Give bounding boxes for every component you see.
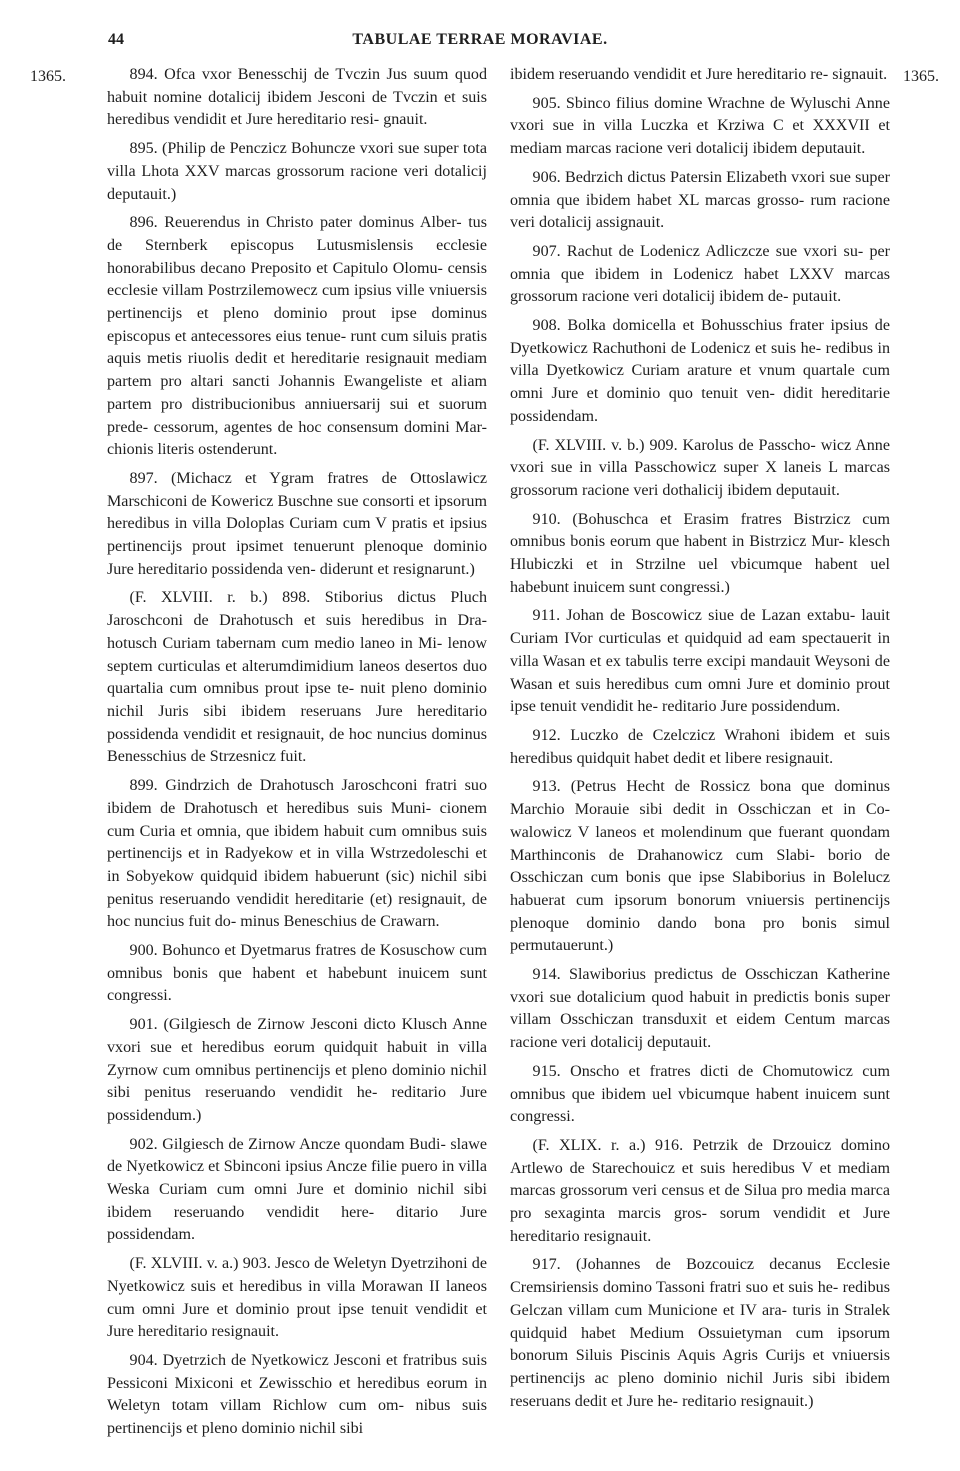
entry-line: super omnia que ibidem habet XL marcas grosso- <box>510 168 890 209</box>
year-marker-left: 1365. <box>30 68 66 85</box>
running-title: TABULAE TERRAE MORAVIAE. <box>352 31 608 48</box>
entry-line: in villa Zyrnow cum omnibus pertinencijs et pleno <box>107 1038 487 1079</box>
entry-line: hereditarie resignauit mediam partem pro altari <box>107 350 488 391</box>
entry-line: hereditarie (et) resignauit, de hoc nuncius fuit do- <box>107 890 487 931</box>
entry-line: quondam Marthinconis de Drahanowicz cum Slabi- <box>510 823 890 864</box>
entry-line: 917. (Johannes de Bozcouicz decanus Ecclesie <box>532 1256 890 1274</box>
entry-paragraph <box>107 138 487 206</box>
entry-line: spectauerit in villa Wasan et ex tabulis terre excipi <box>510 630 891 670</box>
entry-line: sancti Johannis Ewangeliste et aliam partem pro <box>107 373 487 413</box>
entry-line: pertinencijs plenoque dominio dando bona pro bonis <box>510 891 890 932</box>
entry-line: chionis literis ostenderunt. <box>107 441 278 459</box>
entry-line: puero in villa Weska Curiam cum omni Jure et <box>107 1158 488 1199</box>
entry-line: Morawan II laneos cum omni Jure et dominio prout <box>107 1277 487 1318</box>
entry-line: laneis L marcas grossorum racione veri dothalicij <box>510 459 891 499</box>
entry-line: ipsorum heredibus in villa Doloplas Curiam cum V <box>107 492 487 533</box>
entry-line: vxori sue dotalicium quod habuit in predictis bonis <box>510 988 850 1006</box>
entry-line: dominio nichil sibi penitus reseruando vendidit he- <box>107 1061 487 1102</box>
entry-line: 895. (Philip de Penczicz Bohuncze vxori sue super <box>129 140 459 158</box>
entry-paragraph <box>510 93 890 161</box>
entry-line: 907. Rachut de Lodenicz Adliczcze sue vxori su- <box>532 242 864 260</box>
entry-paragraph <box>107 64 487 132</box>
entry-paragraph <box>107 1253 487 1344</box>
entry-paragraph <box>510 167 890 235</box>
entry-line: marcas grossorum racione veri dotalicij ibidem de- <box>510 265 891 306</box>
entry-line: lauit Curiam IVor curticulas et quidquid ad eam <box>510 607 890 648</box>
entry-line: redibus Gelczan villam cum Municione et IV ara- <box>510 1279 890 1319</box>
entry-line: redibus in villa Dyetkowicz Curiam arature et vnum <box>510 339 890 380</box>
entry-line: putauit. <box>792 288 842 306</box>
continued-entry <box>510 64 890 87</box>
entry-line: 906. Bedrzich dictus Patersin Elizabeth vxori sue <box>532 168 851 186</box>
entry-line: didit hereditarie possidendam. <box>510 385 890 425</box>
entry-paragraph <box>107 1134 487 1248</box>
entry-line: nichil Juris sibi ibidem reseruans dedit et Jure he- <box>510 1369 891 1410</box>
entry-paragraph <box>510 1254 890 1413</box>
entry-line: rum racione veri dotalicij assignauit. <box>510 191 890 232</box>
entry-line: 904. Dyetrzich de Nyetkowicz Jesconi et fratribus <box>129 1351 458 1369</box>
entry-line: simul permutauerunt.) <box>510 914 890 955</box>
entry-line: 900. Bohunco et Dyetmarus fratres de Kosuschow <box>129 942 456 960</box>
entry-line: borio de Osschiczan cum bonis que ipse Slabiborius <box>510 846 890 887</box>
entry-line: Dyetrzihoni de Nyetkowicz suis et heredibus in villa <box>107 1255 487 1295</box>
entry-paragraph <box>510 605 890 719</box>
entry-line: et suis heredibus vendidit et Jure hereditario resi- <box>107 88 487 129</box>
entry-line: Anne vxori sue in villa Luczka et Krziwa C et <box>510 94 890 135</box>
entry-line: habuerunt (sic) nichil sibi penitus reseruando vendidit <box>107 867 488 908</box>
entry-line: (F. XLVIII. v. a.) 903. Jesco de Weletyn <box>129 1255 387 1273</box>
entry-paragraph <box>107 1350 487 1441</box>
entry-line: ipse tenuit vendidit et Jure hereditario resignauit. <box>107 1300 487 1341</box>
entry-line: uel habebunt inuicem sunt congressi.) <box>510 556 890 596</box>
entry-line: diderunt et resignarunt.) <box>319 560 475 578</box>
year-marker-right: 1365. <box>903 68 939 85</box>
entry-line: Wstrzedoleschi et in Sobyekow quidquid ibidem <box>107 845 487 885</box>
entry-line: Jaroschconi de Drahotusch et suis heredibus in Dra- <box>107 612 487 630</box>
entry-line: eorum in Weletyn totam villam Richlow cum om- <box>107 1374 487 1415</box>
entry-line: slawe de Nyetkowicz et Sbinconi ipsius Ancze filie <box>107 1135 487 1176</box>
page-number: 44 <box>108 31 124 48</box>
entry-line: omnibus que ibidem uel vbicumque habent inuicem <box>510 1085 857 1103</box>
entry-line: sunt congressi. <box>107 964 487 1005</box>
entry-paragraph <box>510 776 890 958</box>
entry-line: nuit pleno dominio nichil Juris sibi ibidem reseruans <box>107 680 487 720</box>
entry-line: tus de Sternberk episcopus Lutusmislensis ecclesie <box>107 214 487 254</box>
entry-line: desertos duo quartalia cum omnibus prout ipse te- <box>107 657 488 698</box>
entry-line: (F. XLIX. r. a.) 916. Petrzik de Drzouicz <box>532 1136 832 1154</box>
entry-paragraph <box>510 725 890 770</box>
entry-line: XXXVII et mediam marcas racione veri dotalicij <box>510 117 890 158</box>
entry-paragraph <box>510 509 890 600</box>
entry-line: (F. XLVIII. v. b.) 909. Karolus de Passcho- <box>532 436 816 454</box>
entry-line: klesch Hlubiczki et in Strzilne uel vbicumque habent <box>510 533 890 574</box>
entry-line: omni Jure et dominio prout ipse tenuit vendidit he- <box>510 675 890 716</box>
entry-line: suis Pessiconi Mixiconi et Zewisschio et heredibus <box>107 1351 487 1392</box>
entry-line: per omnia que ibidem in Lodenicz habet LXXV <box>510 242 890 283</box>
entry-paragraph <box>107 940 487 1008</box>
entry-line: Marschiconi de Kowericz Buschne sue consorti et <box>107 492 431 510</box>
entry-line: 912. Luczko de Czelczicz Wrahoni ibidem et suis <box>532 726 890 744</box>
entry-line: walowicz V laneos et molendinum que fuerant <box>510 823 824 841</box>
page-header <box>0 31 960 55</box>
right-column <box>510 64 890 1419</box>
entry-paragraph <box>107 1014 487 1128</box>
entry-line: sunt congressi. <box>510 1085 890 1126</box>
entry-line: (F. XLVIII. r. b.) 898. Stiborius dictus Pluch <box>129 589 487 607</box>
entry-line: in Bolelucz habuerat cum ipsorum bonorum vniuersis <box>510 869 890 909</box>
entry-line: Cremsiriensis domino Tassoni fratri suo et suis he- <box>510 1279 839 1297</box>
entry-line: pratis et ipsius pertinencijs prout ipsimet tenuerunt <box>107 515 488 556</box>
entry-line: super villam Osschiczan transduxit et eidem Centum <box>510 988 890 1029</box>
entry-line: 899. Gindrzich de Drahotusch Jaroschconi fratri <box>129 777 458 795</box>
entry-line: reditario resignauit.) <box>682 1392 814 1410</box>
entry-line: plenoque dominio Jure hereditario possidenda ven- <box>107 538 487 578</box>
entry-line: Silua pro media marca pro sexaginta marcis gros- <box>510 1182 890 1223</box>
entry-line: omnibus bonis eorum que habent in Bistrzicz Mur- <box>510 533 845 551</box>
entry-line: ibidem deputauit. <box>727 481 840 499</box>
entry-line: 905. Sbinco filius domine Wrachne de Wyluschi <box>532 94 851 112</box>
entry-line: signauit. <box>832 66 888 83</box>
entry-line: 915. Onscho et fratres dicti de Chomutowicz cum <box>532 1062 890 1080</box>
entry-line: Marchio Morauie sibi dedit in Osschiczan et in Co- <box>510 801 890 819</box>
entry-paragraph <box>510 241 890 309</box>
entry-line: lenow septem curticulas et alterumdimidium laneos <box>107 634 487 675</box>
entry-line: 911. Johan de Boscowicz siue de Lazan extabu- <box>532 607 856 625</box>
entry-line: minus Beneschius de Crawarn. <box>240 913 440 931</box>
entry-line: 901. (Gilgiesch de Zirnow Jesconi dicto Klusch <box>129 1016 448 1034</box>
entry-line: 897. (Michacz et Ygram fratres de Ottoslawicz <box>129 469 487 487</box>
entry-line: nibus suis pertinencijs et pleno dominio nichil sibi <box>107 1397 487 1438</box>
entry-line: censis ecclesie villam Postrzilemowecz cum ipsius <box>107 259 487 300</box>
entry-line: turis in Stralek quidquid habet Medium Ossuietyman <box>510 1301 891 1342</box>
entry-line: domino Artlewo de Starechouicz et suis heredibus <box>510 1136 890 1177</box>
entry-line: 896. Reuerendus in Christo pater dominus Alber- <box>129 214 462 232</box>
entry-paragraph <box>107 587 487 769</box>
entry-paragraph <box>107 775 487 934</box>
entry-line: runt cum siluis pratis aquis metis riuolis dedit et <box>107 327 487 368</box>
left-column <box>107 64 487 1447</box>
entry-line: honorabilibus decano Preposito et Capitulo Olomu- <box>107 259 443 277</box>
entry-line: Anne vxori sue et heredibus eorum quidquit habuit <box>107 1016 488 1056</box>
entry-line: Curijs et vniuersis pertinencijs ac pleno dominio <box>510 1347 890 1387</box>
entry-line: omnibus suis pertinencijs et in Radyekow et in villa <box>107 822 487 863</box>
entry-line: heredibus quidquit habet dedit et libere resignauit. <box>510 749 834 767</box>
entry-line: ville vniuersis pertinencijs et pleno dominio prout <box>107 282 487 323</box>
entry-line: V et mediam marcas grossorum veri census et de <box>510 1159 890 1200</box>
entry-line: tota villa Lhota XXV marcas grossorum racione <box>107 140 487 180</box>
entry-line: wicz Anne vxori sue in villa Passchowicz super X <box>510 436 891 477</box>
entry-line: cum omnibus bonis que habent et habebunt inuicem <box>107 942 487 982</box>
entry-line: 913. (Petrus Hecht de Rossicz bona que dominus <box>532 778 890 796</box>
entry-line: cionem cum Curia et omnia, que ibidem habuit cum <box>107 799 487 840</box>
entry-line: 894. Ofca vxor Benesschij de Tvczin Jus suum <box>129 66 449 83</box>
entry-line: cessorum, agentes de hoc consensum domini Mar- <box>153 418 487 436</box>
entry-line: ipse dominus episcopus et antecessores eius tenue- <box>107 305 487 345</box>
entry-line: quod habuit nomine dotalicij ibidem Jesconi de Tvczin <box>107 66 487 106</box>
entry-line: sorum vendidit et Jure hereditario resignauit. <box>510 1205 890 1245</box>
entry-paragraph <box>107 468 487 582</box>
entry-line: reditario Jure possidendum.) <box>107 1084 487 1124</box>
entry-line: suo ibidem de Drahotusch et heredibus suis Muni- <box>107 777 487 817</box>
entry-line: de hoc nuncius dominus Benesschius de Strzesnicz fuit. <box>107 725 487 766</box>
entry-line: 902. Gilgiesch de Zirnow Ancze quondam Budi- <box>129 1135 446 1153</box>
entry-line: ibidem deputauit. <box>752 140 866 158</box>
entry-paragraph <box>107 212 487 462</box>
entry-line: 908. Bolka domicella et Bohusschius frater ipsius <box>532 317 869 335</box>
entry-line: dominio nichil sibi ibidem reseruando vendidit here- <box>107 1181 487 1221</box>
entry-line: de Dyetkowicz Rachuthoni de Lodenicz et suis he- <box>510 317 890 357</box>
entry-line: ditario Jure possidendam. <box>107 1203 487 1244</box>
entry-line: 914. Slawiborius predictus de Osschiczan Katherine <box>532 966 890 984</box>
entry-line: cum ipsorum bonorum Siluis Piscinis Aquis Agris <box>510 1324 891 1365</box>
entry-line: distribucionibus anniuersarij sui et suorum prede- <box>107 395 487 436</box>
entry-line: marcas racione veri dotalicij deputauit. <box>510 1011 890 1052</box>
entry-line: veri dotalicij deputauit.) <box>107 162 487 203</box>
entry-line: reditario Jure possidendum. <box>661 698 841 716</box>
entry-paragraph <box>510 435 890 503</box>
entry-line: gnauit. <box>383 111 428 129</box>
entry-paragraph <box>510 315 890 429</box>
entry-paragraph <box>510 1135 890 1249</box>
entry-line: quartale cum omni Jure et dominio quo tenuit ven- <box>510 362 890 403</box>
entry-paragraph <box>510 1061 890 1129</box>
entry-line: mandauit Weysoni de Wasan et suis heredibus cum <box>510 652 890 693</box>
entry-line: hotusch Curiam tabernam cum medio laneo in Mi- <box>107 634 443 652</box>
entry-line: 910. (Bohuschca et Erasim fratres Bistrzicz cum <box>532 510 890 528</box>
entry-paragraph <box>510 964 890 1055</box>
entry-line: Jure hereditario possidenda vendidit et resignauit, <box>107 702 487 743</box>
entry-line: ibidem reseruando vendidit et Jure hereditario re- <box>510 66 829 83</box>
